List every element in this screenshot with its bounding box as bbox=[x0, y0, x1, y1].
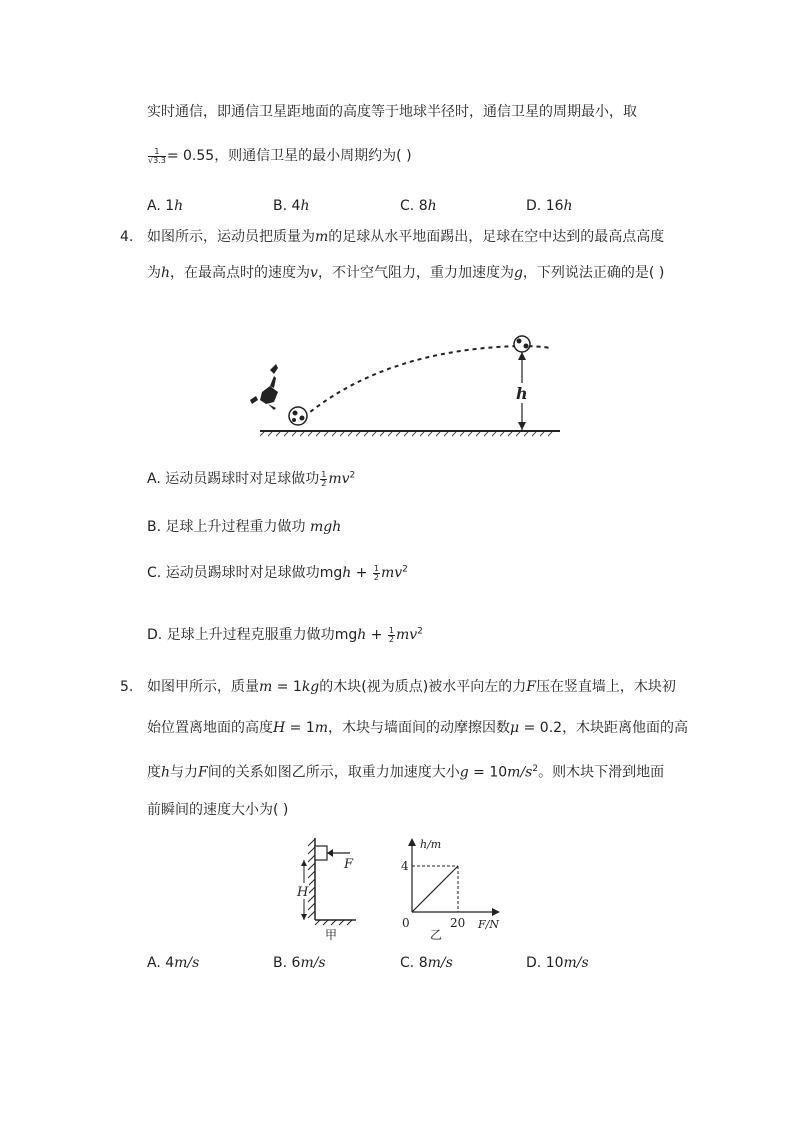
q5-number: 5. bbox=[120, 679, 134, 695]
q3-line2: $\frac{1}{√3.3}$ = 0.55，则通信卫星的最小周期约为( ) bbox=[148, 146, 412, 165]
height-label: h bbox=[516, 384, 528, 403]
q3-option-d[interactable]: D. 16h bbox=[526, 198, 573, 214]
q4-option-d[interactable]: D. 足球上升过程克服重力做功mgh + $\frac{1}{2}$ $mv^2$ bbox=[147, 625, 423, 644]
block bbox=[315, 846, 327, 860]
q5-option-c[interactable]: C. 8m/s bbox=[400, 955, 453, 971]
q5-figure-yi bbox=[392, 836, 512, 946]
force-label: F bbox=[344, 857, 354, 872]
q3-line1: 实时通信，即通信卫星距地面的高度等于地球半径时，通信卫星的周期最小，取 bbox=[147, 104, 637, 120]
x-axis-arrow bbox=[492, 908, 500, 916]
x-tick-20: 20 bbox=[450, 916, 466, 930]
fig-jia-caption: 甲 bbox=[325, 928, 338, 942]
q5-line1: 如图甲所示，质量m = 1kg的木块(视为质点)被水平向左的力F压在竖直墙上，木块初 bbox=[147, 679, 676, 695]
q4-option-a[interactable]: A. 运动员踢球时对足球做功 $\frac{1}{2}$ $mv^2$ bbox=[147, 469, 356, 488]
soccer-ball-start bbox=[289, 407, 307, 425]
origin-label: 0 bbox=[402, 916, 410, 930]
trajectory-path bbox=[298, 346, 550, 422]
h-F-line bbox=[412, 866, 458, 912]
q4-figure bbox=[240, 330, 570, 440]
q5-line4: 前瞬间的速度大小为( ) bbox=[147, 802, 289, 818]
y-tick-4: 4 bbox=[401, 859, 409, 873]
wall-hatch bbox=[308, 839, 315, 918]
player-silhouette bbox=[250, 364, 278, 410]
q3-option-a[interactable]: A. 1h bbox=[147, 198, 184, 214]
q5-option-b[interactable]: B. 6m/s bbox=[273, 955, 326, 971]
q5-line2: 始位置离地面的高度H = 1m，木块与墙面间的动摩擦因数μ = 0.2，木块距离他面的高 bbox=[147, 720, 689, 736]
q3-option-c[interactable]: C. 8h bbox=[400, 198, 437, 214]
y-axis-label: h/m bbox=[420, 838, 442, 851]
q5-option-d[interactable]: D. 10m/s bbox=[526, 955, 589, 971]
q4-line1: 如图所示，运动员把质量为m的足球从水平地面踢出，足球在空中达到的最高点高度 bbox=[147, 229, 665, 245]
q4-line2: 为h，在最高点时的速度为v，不计空气阻力，重力加速度为g，下列说法正确的是( ) bbox=[147, 265, 665, 281]
height-arrow-up bbox=[518, 352, 526, 360]
q4-option-b[interactable]: B. 足球上升过程重力做功 mgh bbox=[147, 519, 342, 535]
x-axis-label: F/N bbox=[478, 918, 499, 931]
height-arrow-down bbox=[518, 422, 526, 430]
q4-option-c[interactable]: C. 运动员踢球时对足球做功mgh + $\frac{1}{2}$ $mv^2$ bbox=[147, 563, 408, 582]
q3-fraction: $\frac{1}{√3.3}$ bbox=[148, 146, 166, 165]
q5-option-a[interactable]: A. 4m/s bbox=[147, 955, 200, 971]
soccer-ball-top bbox=[514, 336, 530, 352]
q5-line3: 度h与力F间的关系如图乙所示，取重力加速度大小$g = 10m/s^2$。则木块下滑到地面 bbox=[147, 764, 665, 781]
ground-hatch bbox=[260, 432, 552, 436]
fig-yi-caption: 乙 bbox=[430, 928, 443, 942]
H-label: H bbox=[297, 885, 309, 900]
q3-option-b[interactable]: B. 4h bbox=[273, 198, 310, 214]
q4-number: 4. bbox=[120, 229, 134, 245]
q5-figure-jia bbox=[290, 836, 370, 946]
y-axis-arrow bbox=[408, 838, 416, 846]
force-arrowhead bbox=[327, 849, 333, 857]
